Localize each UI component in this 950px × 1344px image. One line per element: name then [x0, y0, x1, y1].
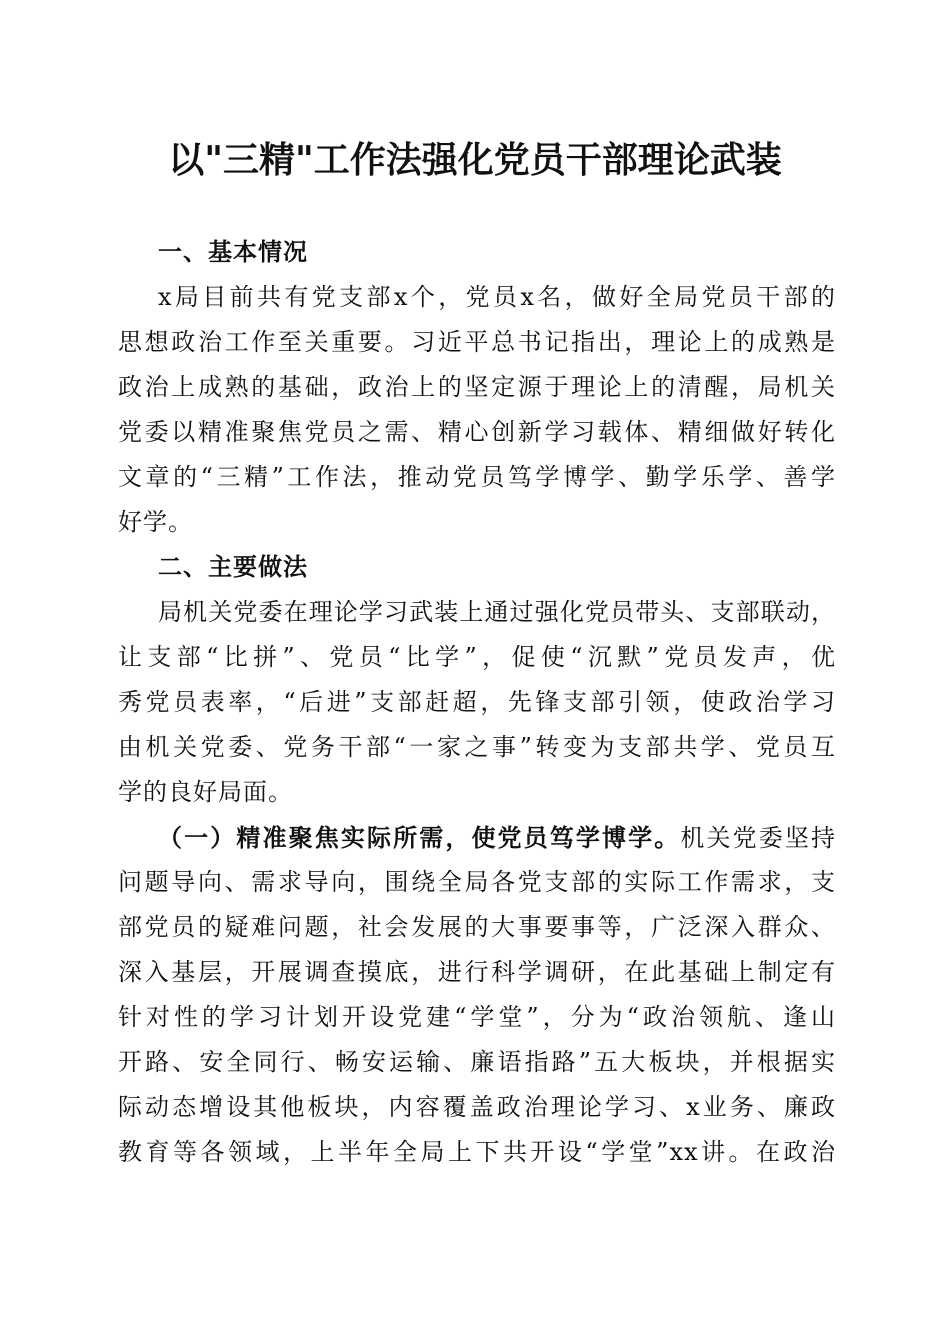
- paragraph-line: 思想政治工作至关重要。习近平总书记指出，理论上的成熟是: [118, 328, 836, 356]
- paragraph-line: 深入基层，开展调查摸底，进行科学调研，在此基础上制定有: [118, 958, 836, 986]
- paragraph-line: 秀党员表率，“后进”支部赶超，先锋支部引领，使政治学习: [118, 688, 836, 716]
- paragraph-line: 文章的“三精”工作法，推动党员笃学博学、勤学乐学、善学: [118, 463, 836, 491]
- paragraph-line: 针对性的学习计划开设党建“学堂”，分为“政治领航、逢山: [118, 1003, 836, 1031]
- paragraph-line: 教育等各领域，上半年全局上下共开设“学堂”xx讲。在政治: [118, 1138, 836, 1166]
- section-heading-main-practices: 二、主要做法: [158, 553, 308, 581]
- document-title: 以"三精"工作法强化党员干部理论武装: [168, 139, 782, 181]
- paragraph-line: 让支部“比拼”、党员“比学”，促使“沉默”党员发声，优: [118, 643, 836, 671]
- subsection-first-line: [118, 815, 836, 860]
- paragraph-line: 学的良好局面。: [118, 778, 293, 806]
- paragraph-line: 局机关党委在理论学习武装上通过强化党员带头、支部联动，: [158, 598, 836, 626]
- paragraph-line: x局目前共有党支部x个，党员x名，做好全局党员干部的: [158, 283, 836, 311]
- paragraph-line: 党委以精准聚焦党员之需、精心创新学习载体、精细做好转化: [118, 418, 836, 446]
- subsection-first-line-rest: 机关党委坚持: [680, 824, 836, 852]
- subsection-heading-precise-focus: （一）精准聚焦实际所需，使党员笃学博学。: [158, 823, 681, 852]
- paragraph-line: 好学。: [118, 508, 193, 536]
- paragraph-line: 开路、安全同行、畅安运输、廉语指路”五大板块，并根据实: [118, 1048, 836, 1076]
- paragraph-line: 部党员的疑难问题，社会发展的大事要事等，广泛深入群众、: [118, 913, 836, 941]
- section-heading-basic-situation: 一、基本情况: [158, 238, 308, 266]
- paragraph-line: 际动态增设其他板块，内容覆盖政治理论学习、x业务、廉政: [118, 1093, 836, 1121]
- document-body: [118, 230, 836, 1175]
- paragraph-line: 问题导向、需求导向，围绕全局各党支部的实际工作需求，支: [118, 868, 836, 896]
- paragraph-line: 由机关党委、党务干部“一家之事”转变为支部共学、党员互: [118, 733, 836, 761]
- paragraph-line: 政治上成熟的基础，政治上的坚定源于理论上的清醒，局机关: [118, 373, 836, 401]
